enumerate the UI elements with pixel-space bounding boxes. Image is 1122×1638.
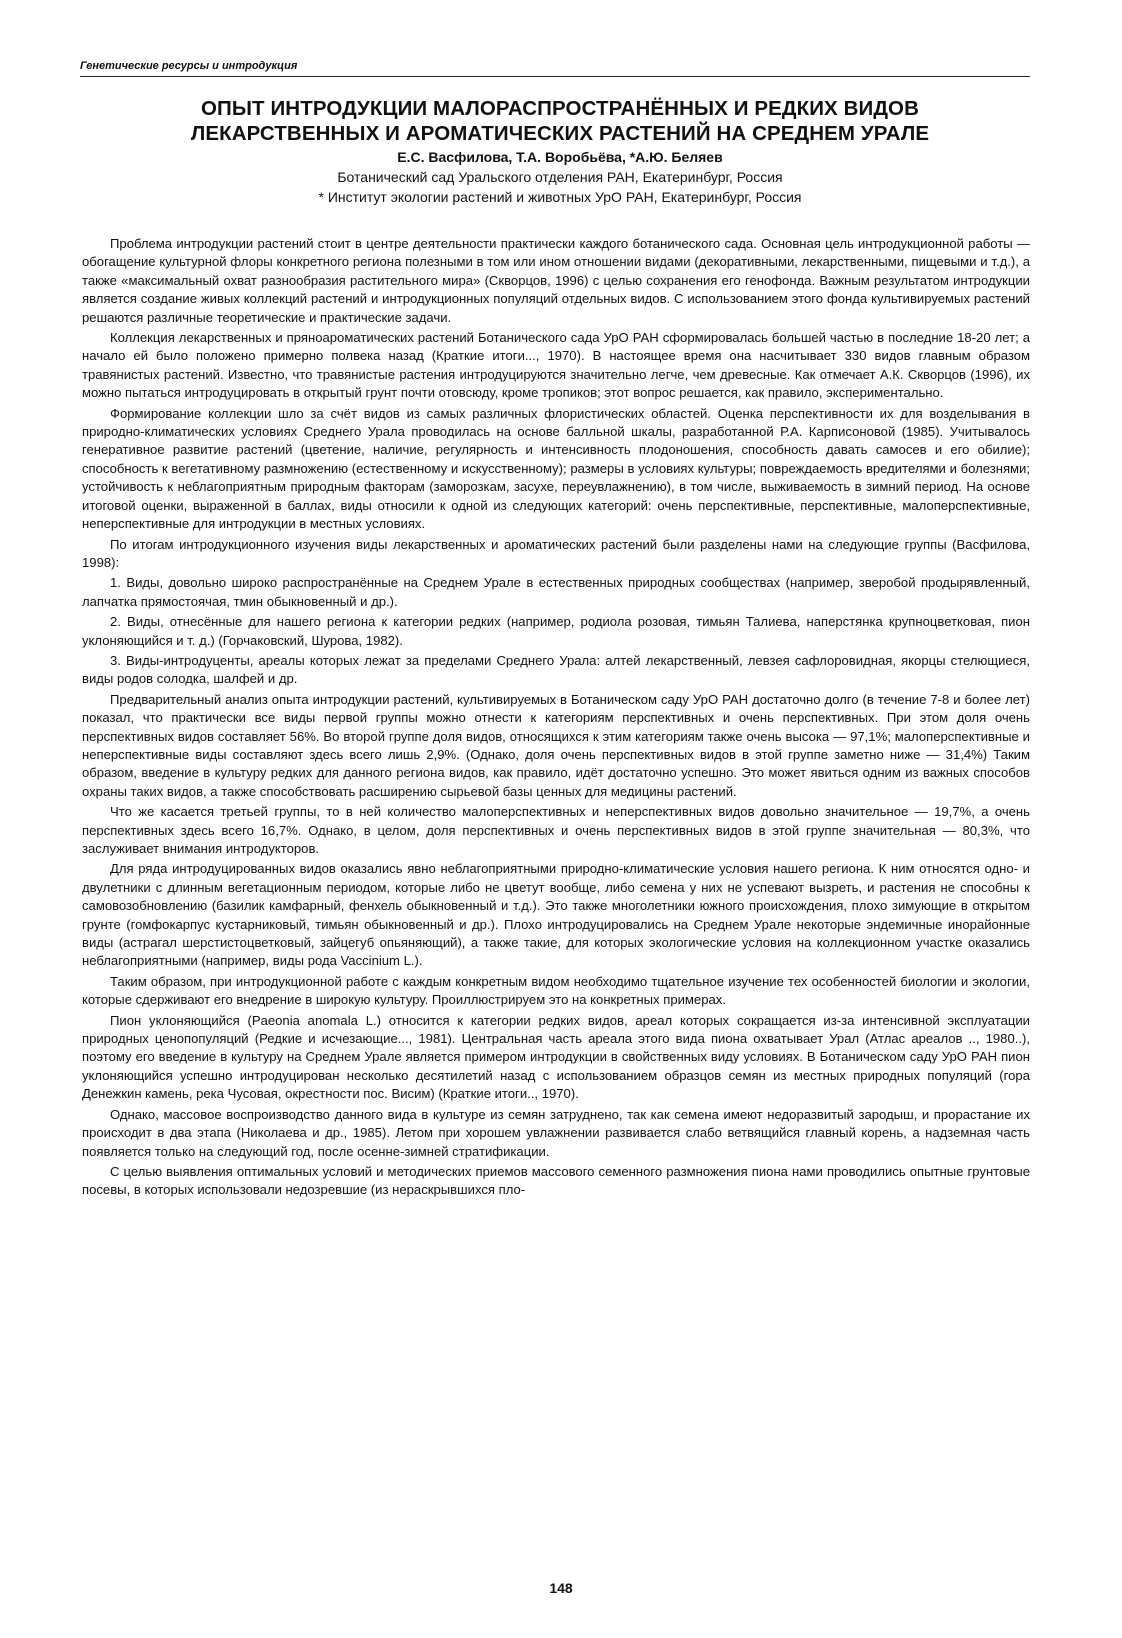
- list-item-3: 3. Виды-интродуценты, ареалы которых лежат за пределами Среднего Урала: алтей лекарственный, левзея сафлоровидная, якорцы стелющиеся, виды родов солодка, шалфей и др.: [82, 652, 1030, 687]
- paragraph: Проблема интродукции растений стоит в центре деятельности практически каждого ботанического сада. Основная цель интродукционной работы — обогащение культурной флоры конкретного региона полезными в том или ином отношении видами (декоративными, лекарственными, пищевыми и т.д.), а также «максимальный охват разнообразия растительного мира» (Скворцов, 1996) с целью сохранения его генофонда. Важным результатом интродукции является создание живых коллекций растений и интродукционных популяций отдельных видов. С использованием этого фонда культивируемых растений решаются различные теоретические и практические задачи.: [82, 236, 1030, 325]
- page-number: 148: [549, 1580, 573, 1596]
- paragraph: Что же касается третьей группы, то в ней количество малоперспективных и неперспективных видов довольно значительное — 19,7%, а очень перспективных здесь всего 16,7%. Однако, в целом, доля перспективных и очень перспективных видов в этой группе значительная — 80,3%, что заслуживает внимания интродукторов.: [82, 804, 1030, 856]
- affiliation-1: Ботанический сад Уральского отделения РАН, Екатеринбург, Россия: [337, 169, 783, 185]
- article-title-line-2: ЛЕКАРСТВЕННЫХ И АРОМАТИЧЕСКИХ РАСТЕНИЙ НА СРЕДНЕМ УРАЛЕ: [190, 122, 930, 145]
- title-block: [60, 96, 1060, 207]
- body-text: [82, 235, 1030, 1202]
- paragraph: Пион уклоняющийся (Paeonia anomala L.) относится к категории редких видов, ареал которых сокращается из-за интенсивной эксплуатации природных ценопопуляций (Редкие и исчезающие..., 1981). Центральная часть ареала этого вида пиона охватывает Урал (Атлас ареалов .., 1980..), поэтому его введение в культуру на Среднем Урале является примером интродукции в свойственных виду условиях. В Ботаническом саду УрО РАН пион уклоняющийся успешно интродуцирован несколько десятилетий назад с использованием образцов семян из местных природных популяций (гора Денежкин камень, река Чусовая, окрестности пос. Висим) (Краткие итоги.., 1970).: [82, 1012, 1030, 1102]
- running-head: Генетические ресурсы и интродукция: [80, 60, 1030, 77]
- list-item-1: 1. Виды, довольно широко распространённые на Среднем Урале в естественных природных сообществах (например, зверобой продырявленный, лапчатка прямостоячая, тмин обыкновенный и др.).: [82, 575, 1030, 609]
- paragraph: С целью выявления оптимальных условий и методических приемов массового семенного размножения пиона нами проводились опытные грунтовые посевы, в которых использовали недозревшие (из нераскрывшихся пло-: [82, 1163, 1030, 1198]
- paragraph: По итогам интродукционного изучения виды лекарственных и ароматических растений были разделены нами на следующие группы (Васфилова, 1998):: [82, 536, 1030, 570]
- list-item-2: 2. Виды, отнесённые для нашего региона к категории редких (например, родиола розовая, тимьян Талиева, наперстянка крупноцветковая, пион уклоняющийся и т. д.) (Горчаковский, Шурова, 1982).: [82, 614, 1030, 648]
- paragraph: Для ряда интродуцированных видов оказались явно неблагоприятными природно-климатические условия нашего региона. К ним относятся одно- и двулетники с длинным вегетационным периодом, которые либо не цветут вообще, либо семена у них не успевают вызреть, и растения не способны к самовозобновлению (базилик камфарный, фенхель обыкновенный и т.д.). Это также многолетники южного происхождения, плохо зимующие в открытом грунте (гомфокарпус кустарниковый, тимьян обыкновенный и др.). Плохо интродуцировались на Среднем Урале некоторые эндемичные инорайонные виды (астрагал шерстистоцветковый, зайцегуб опьяняющий), а также такие, для которых экологические условия на коллекционном участке оказались неблагоприятными (например, виды рода Vaccinium L.).: [82, 861, 1030, 969]
- paragraph: Коллекция лекарственных и пряноароматических растений Ботанического сада УрО РАН сформировалась большей частью в последние 18-20 лет; а начало ей было положено примерно полвека назад (Краткие итоги..., 1970). В настоящее время она насчитывает 330 видов главным образом травянистых растений. Известно, что травянистые растения интродуцируются значительно легче, чем древесные. Как отмечает А.К. Скворцов (1996), их можно пытаться интродуцировать в открытый грунт почти отовсюду, кроме тропиков; этот вопрос решается, как правило, экспериментально.: [82, 330, 1030, 401]
- affiliation-2: * Институт экологии растений и животных УрО РАН, Екатеринбург, Россия: [318, 189, 802, 205]
- paragraph: Таким образом, при интродукционной работе с каждым конкретным видом необходимо тщательное изучение тех особенностей биологии и экологии, которые сдерживают его внедрение в широкую культуру. Проиллюстрируем это на конкретных примерах.: [82, 973, 1030, 1008]
- authors: Е.С. Васфилова, Т.А. Воробьёва, *А.Ю. Беляев: [397, 149, 723, 165]
- paragraph: Однако, массовое воспроизводство данного вида в культуре из семян затруднено, так как семена имеют недоразвитый зародыш, и прорастание их происходит в два этапа (Николаева и др., 1985). Летом при хорошем увлажнении развивается слабо ветвящийся главный корень, а надземная часть появляется только на следующий год, после осенне-зимней стратификации.: [82, 1106, 1030, 1159]
- paragraph: Предварительный анализ опыта интродукции растений, культивируемых в Ботаническом саду УрО РАН достаточно долго (в течение 7-8 и более лет) показал, что практически все виды первой группы можно отнести к категориям перспективных и очень перспективных. При этом доля очень перспективных видов составляет 56%. Во второй группе доля видов, относящихся к этим категориям также очень высока — 97,1%; малоперспективные и неперспективные виды составляют здесь всего лишь 2,9%. (Однако, доля очень перспективных видов в этой группе заметно ниже — 31,4%) Таким образом, введение в культуру редких для данного региона видов, как правило, идёт достаточно успешно. Это может явиться одним из важных способов охраны таких видов, а также способствовать расширению сырьевой базы ценных для медицины растений.: [82, 691, 1030, 799]
- paragraph: Формирование коллекции шло за счёт видов из самых различных флористических областей. Оценка перспективности их для возделывания в природно-климатических условиях Среднего Урала проводилась на основе балльной шкалы, разработанной Р.А. Карписоновой (1985). Учитывалось генеративное развитие растений (цветение, наличие, регулярность и интенсивность плодоношения, способность давать самосев и его обилие); способность к вегетативному размножению (естественному и искусственному); размеры в условиях культуры; повреждаемость вредителями и болезнями; устойчивость к неблагоприятным природным факторам (заморозкам, засухе, переувлажнению), в том числе, выживаемость в зимний период. На основе итоговой оценки, выраженной в баллах, виды относили к одной из следующих категорий: очень перспективные, перспективные, малоперспективные, неперспективные для интродукции в местных условиях.: [82, 405, 1030, 532]
- article-title-line-1: ОПЫТ ИНТРОДУКЦИИ МАЛОРАСПРОСТРАНЁННЫХ И РЕДКИХ ВИДОВ: [200, 97, 920, 120]
